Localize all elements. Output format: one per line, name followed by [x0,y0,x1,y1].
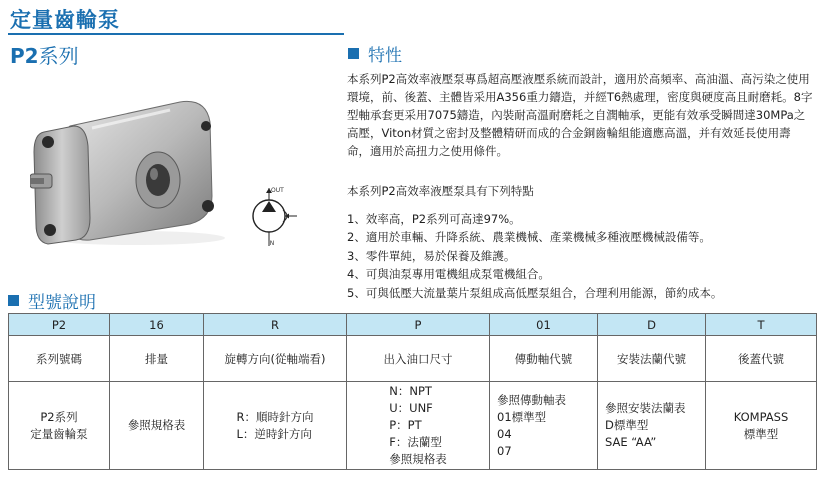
detail-cell-displacement [110,382,204,470]
detail-line: SAE “AA” [605,435,657,449]
pump-symbol-icon [243,186,299,248]
list-item: 3、零件單純，易於保養及維護。 [347,248,516,263]
detail-line: U：UNF [389,401,433,415]
table-row [9,382,817,470]
detail-cell-cover [706,382,817,470]
code-cell: 16 [110,314,204,336]
detail-line: 定量齒輪泵 [30,426,88,441]
code-cell: P [347,314,490,336]
detail-group [389,383,447,468]
detail-cell-series [9,382,110,470]
symbol-out-label: OUT [271,187,284,194]
detail-line: P：PT [389,418,422,432]
title-divider [8,33,344,35]
model-heading-text: 型號說明 [28,293,96,313]
features-intro: 本系列P2高效率液壓泵具有下列特點 [347,184,534,198]
name-cell: 傳動軸代號 [490,336,598,382]
gear-pump-image [30,88,240,248]
list-item: 5、可與低壓大流量葉片泵組成高低壓泵組合，合理利用能源，節約成本。 [347,285,723,300]
detail-line: 參照規格表 [389,452,447,466]
model-table [8,313,817,470]
name-cell: 安裝法蘭代號 [598,336,706,382]
code-cell: D [598,314,706,336]
table-row [9,336,817,382]
square-bullet-icon [8,295,19,306]
detail-line: 參照安裝法蘭表 [605,401,686,415]
model-heading [8,288,96,313]
square-bullet-icon [348,48,359,59]
code-cell: R [204,314,347,336]
detail-cell-flange [598,382,706,470]
detail-line: 01標準型 [497,409,547,424]
name-cell: 後蓋代號 [706,336,817,382]
detail-line: N：NPT [389,384,432,398]
detail-line: 07 [497,443,512,458]
detail-line: R：順時針方向 [236,409,314,424]
name-cell: 出入油口尺寸 [347,336,490,382]
features-heading [348,41,402,66]
code-cell: T [706,314,817,336]
series-title [10,40,79,69]
detail-group [237,409,314,443]
detail-line: KOMPASS [733,409,789,424]
detail-line: 參照規格表 [127,418,186,432]
detail-cell-rotation [204,382,347,470]
name-cell: 旋轉方向(從軸端看) [204,336,347,382]
detail-cell-port [347,382,490,470]
detail-line: L：逆時針方向 [236,426,312,441]
name-cell: 排量 [110,336,204,382]
code-cell: 01 [490,314,598,336]
page-title: 定量齒輪泵 [10,8,120,32]
list-item: 1、效率高，P2系列可高達97%。 [347,212,521,226]
series-code: P2 [10,44,39,68]
table-row [9,314,817,336]
detail-line: 參照傳動軸表 [497,392,566,407]
detail-line: 04 [497,426,512,441]
list-item: 2、適用於車輛、升降系統、農業機械、產業機械多種液壓機械設備等。 [347,230,711,245]
features-heading-text: 特性 [368,46,402,66]
detail-line: 標準型 [743,426,779,441]
features-paragraph: 本系列P2高效率液壓泵專爲超高壓液壓系統而設計，適用於高頻率、高油溫、高污染之使用環境，前、後蓋、主體皆采用A356重力鑄造，并經T6熱處理，密度與硬度高且耐磨耗。8字型軸承套更采用7075鑄造，內裝耐高溫耐磨耗之自潤軸承，更能有效承受瞬間達30MPa之高壓，Viton材質之密封及整體精研而成的合金銅齒輪組能適應高溫，并有效延長使用壽命，適用於高扭力之使用條件。 [347,72,813,158]
detail-line: F：法蘭型 [389,435,442,449]
code-cell: P2 [9,314,110,336]
detail-line: P2系列 [40,409,78,424]
detail-cell-shaft [490,382,598,470]
symbol-in-label: IN [268,240,275,247]
features-list [347,210,817,302]
detail-line: D標準型 [605,418,649,432]
name-cell: 系列號碼 [9,336,110,382]
list-item: 4、可與油泵專用電機組成泵電機組合。 [347,267,550,282]
series-suffix: 系列 [38,44,79,68]
